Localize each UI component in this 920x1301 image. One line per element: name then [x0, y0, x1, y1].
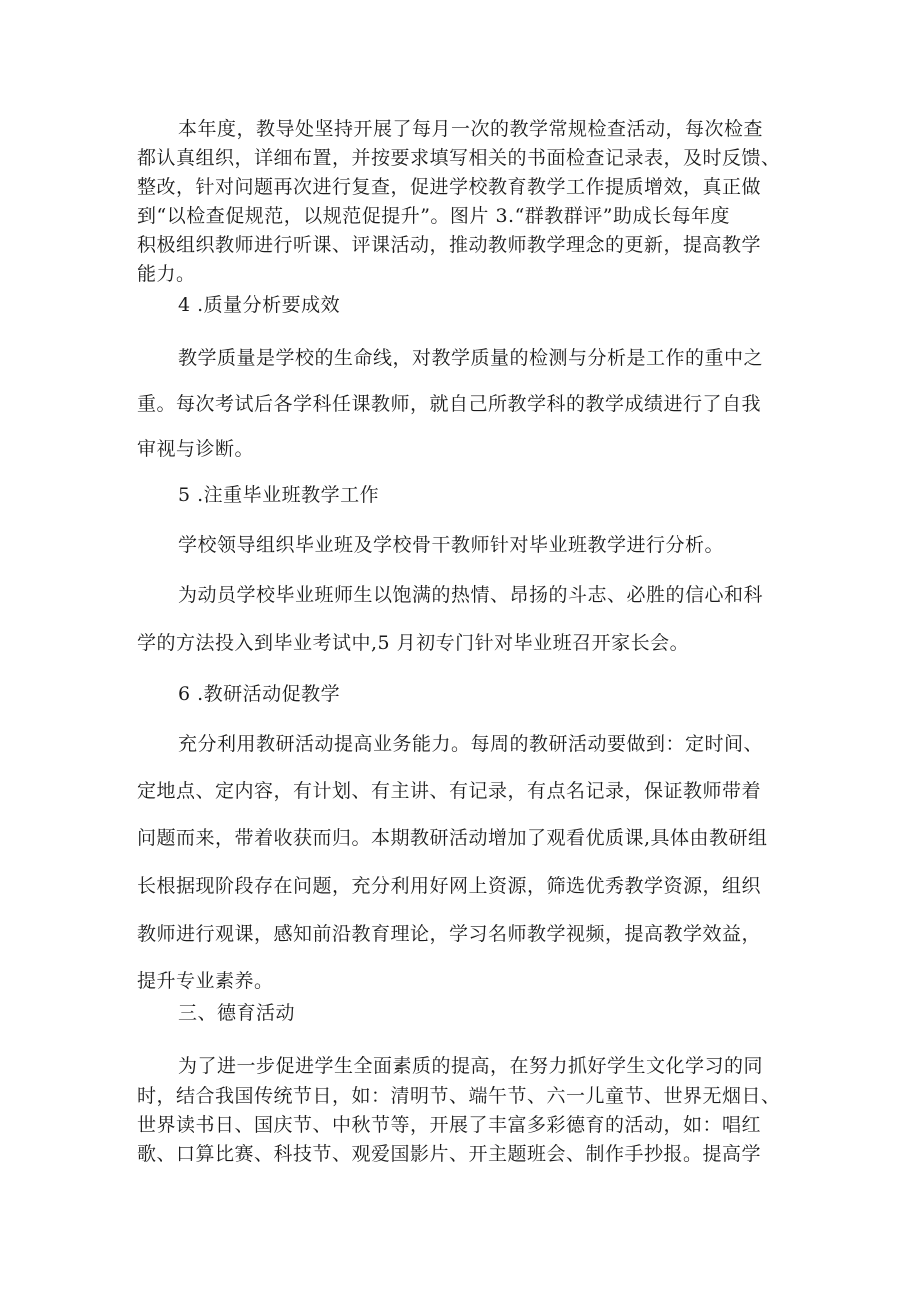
text-line: 长根据现阶段存在问题，充分利用好网上资源，筛选优秀教学资源，组织	[137, 875, 762, 897]
text-line: 歌、口算比赛、科技节、观爱国影片、开主题班会、制作手抄报。提高学	[137, 1143, 762, 1165]
text-line: 充分利用教研活动提高业务能力。每周的教研活动要做到：定时间、	[178, 733, 764, 755]
section-heading-quality-analysis: 4 .质量分析要成效	[178, 294, 341, 316]
section-heading-graduating-class: 5 .注重毕业班教学工作	[178, 484, 380, 506]
text-line: 教学质量是学校的生命线，对教学质量的检测与分析是工作的重中之	[178, 347, 764, 369]
text-line: 积极组织教师进行听课、评课活动，推动教师教学理念的更新，提高教学	[137, 234, 762, 256]
text-line: 提升专业素养。	[137, 970, 274, 992]
text-line: 教师进行观课，感知前沿教育理论，学习名师教学视频，提高教学效益，	[137, 923, 762, 945]
text-line: 能力。	[137, 263, 196, 285]
text-line: 问题而来，带着收获而归。本期教研活动增加了观看优质课,具体由教研组	[137, 827, 768, 849]
text-line: 定地点、定内容，有计划、有主讲、有记录，有点名记录，保证教师带着	[137, 780, 762, 802]
text-line: 审视与诊断。	[137, 438, 255, 460]
text-line: 本年度，教导处坚持开展了每月一次的教学常规检查活动，每次检查	[178, 118, 764, 140]
text-line: 时，结合我国传统节日，如：清明节、端午节、六一儿童节、世界无烟日、	[137, 1085, 781, 1107]
paragraph-leadership-analysis: 学校领导组织毕业班及学校骨干教师针对毕业班教学进行分析。	[178, 534, 725, 556]
text-line: 学的方法投入到毕业考试中,5 月初专门针对毕业班召开家长会。	[137, 632, 690, 654]
text-line: 重。每次考试后各学科任课教师，就自己所教学科的教学成绩进行了自我	[137, 393, 762, 415]
text-line: 为了进一步促进学生全面素质的提高，在努力抓好学生文化学习的同	[178, 1055, 764, 1077]
section-heading-teaching-research: 6 .教研活动促教学	[178, 683, 341, 705]
text-line: 整改，针对问题再次进行复查，促进学校教育教学工作提质增效，真正做	[137, 176, 762, 198]
text-line: 到“以检查促规范，以规范促提升”。图片 3.“群教群评”助成长每年度	[137, 205, 731, 227]
section-heading-moral-education: 三、德育活动	[178, 1002, 296, 1024]
text-line: 世界读书日、国庆节、中秋节等，开展了丰富多彩德育的活动，如：唱红	[137, 1114, 762, 1136]
text-line: 为动员学校毕业班师生以饱满的热情、昂扬的斗志、必胜的信心和科	[178, 584, 764, 606]
text-line: 都认真组织，详细布置，并按要求填写相关的书面检查记录表，及时反馈、	[137, 147, 781, 169]
